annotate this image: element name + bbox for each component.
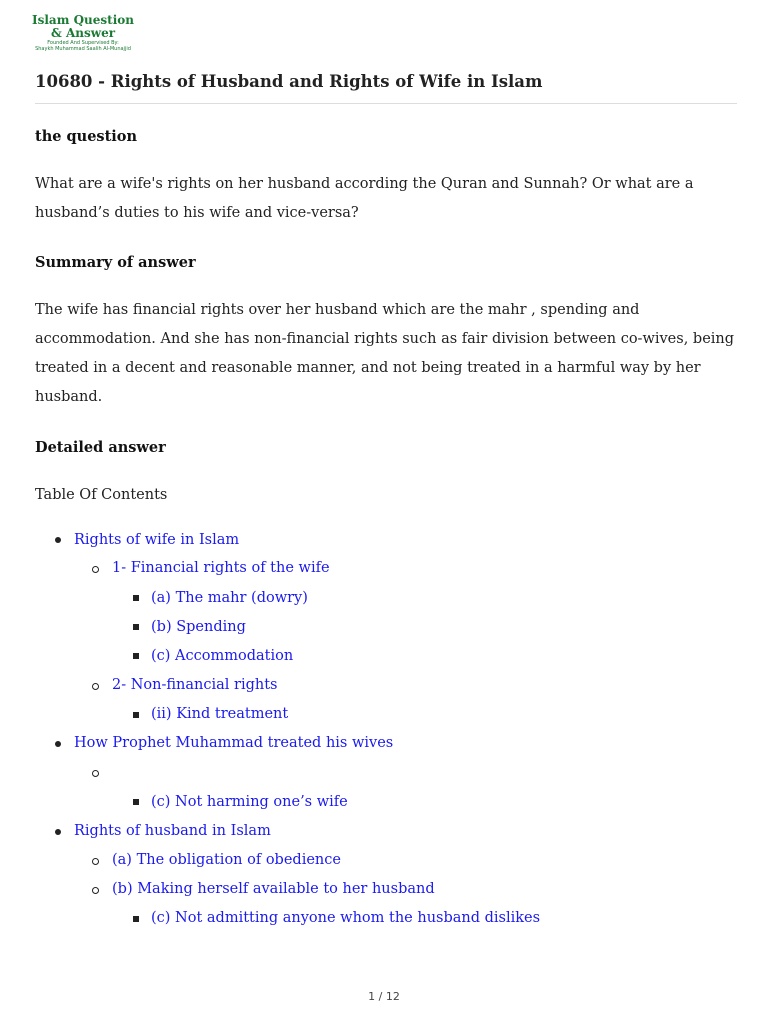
toc-link-available-to-husband[interactable]: (b) Making herself available to her husband (112, 881, 435, 897)
table-of-contents-title: Table Of Contents (35, 487, 168, 503)
square-bullet-icon (133, 712, 139, 718)
toc-link-accommodation[interactable]: (c) Accommodation (151, 648, 294, 664)
circle-bullet-icon (92, 566, 99, 573)
summary-text: The wife has financial rights over her husband which are the mahr , spending and accommodation. And she has non-financial rights such as fair division between co-wives, being treated in a decent and reasonable manner, and not being treated in a harmful way by her husband. (35, 302, 735, 405)
toc-link-non-financial-rights[interactable]: 2- Non-financial rights (112, 677, 278, 693)
logo-line-3: Founded And Supervised By: (47, 40, 119, 46)
square-bullet-icon (133, 799, 139, 805)
square-bullet-icon (133, 916, 139, 922)
toc-link-rights-of-husband[interactable]: Rights of husband in Islam (74, 823, 271, 839)
circle-bullet-icon (92, 858, 99, 865)
logo-line-1: Islam Question (32, 13, 134, 27)
page-indicator: 1 / 12 (368, 990, 400, 1003)
toc-link-financial-rights[interactable]: 1- Financial rights of the wife (112, 560, 330, 576)
toc-link-spending[interactable]: (b) Spending (151, 619, 246, 635)
logo-line-2: & Answer (50, 26, 116, 40)
disc-bullet-icon (55, 537, 61, 543)
square-bullet-icon (133, 653, 139, 659)
circle-bullet-icon (92, 770, 99, 777)
toc-link-prophet-treated-wives[interactable]: How Prophet Muhammad treated his wives (74, 735, 394, 751)
square-bullet-icon (133, 624, 139, 630)
site-logo[interactable] (28, 14, 138, 52)
toc-link-mahr[interactable]: (a) The mahr (dowry) (151, 590, 308, 606)
toc-link-rights-of-wife[interactable]: Rights of wife in Islam (74, 532, 240, 548)
detailed-answer-heading: Detailed answer (35, 439, 166, 456)
disc-bullet-icon (55, 741, 61, 747)
question-heading: the question (35, 128, 138, 145)
toc-link-not-admitting-anyone[interactable]: (c) Not admitting anyone whom the husband dislikes (151, 910, 541, 926)
toc-link-obedience[interactable]: (a) The obligation of obedience (112, 852, 341, 868)
logo-line-4: Shaykh Muhammad Saalih Al-Munajjid (35, 46, 131, 52)
summary-heading: Summary of answer (35, 254, 196, 271)
square-bullet-icon (133, 595, 139, 601)
circle-bullet-icon (92, 683, 99, 690)
disc-bullet-icon (55, 829, 61, 835)
question-text: What are a wife's rights on her husband according the Quran and Sunnah? Or what are a husband’s duties to his wife and vice-versa? (35, 176, 694, 221)
toc-link-not-harming-wife[interactable]: (c) Not harming one’s wife (151, 794, 348, 810)
page-title: 10680 - Rights of Husband and Rights of Wife in Islam (35, 72, 543, 91)
title-divider (35, 103, 737, 104)
circle-bullet-icon (92, 887, 99, 894)
toc-link-kind-treatment[interactable]: (ii) Kind treatment (151, 706, 289, 722)
